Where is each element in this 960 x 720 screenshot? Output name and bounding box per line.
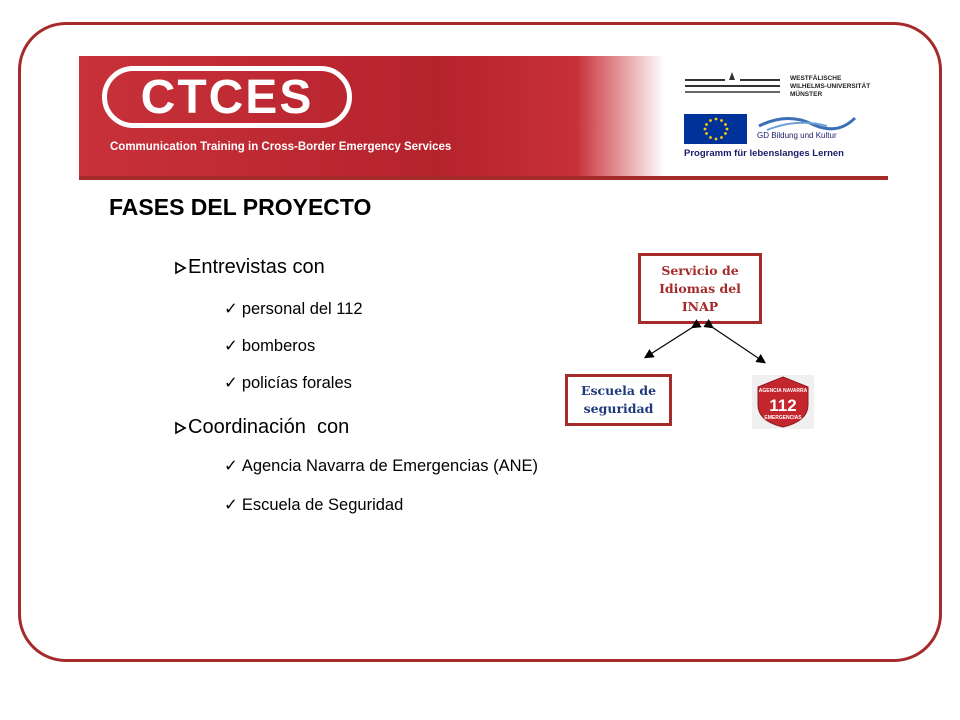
emergency-112-emblem: [752, 375, 814, 429]
list-item-level1: [174, 416, 349, 439]
arrow-bullet-icon: [174, 421, 188, 435]
university-name: [790, 75, 870, 99]
emblem-text-top: AGENCIA NAVARRA: [758, 388, 808, 394]
list-item-label: bomberos: [241, 336, 316, 355]
university-line-2: WILHELMS-UNIVERSITÄT: [790, 83, 871, 90]
checkmark-icon: ✓: [224, 457, 238, 475]
program-label: Programm für lebenslanges Lernen: [684, 148, 844, 159]
list-item-label: Coordinación con: [188, 416, 350, 438]
checkmark-icon: ✓: [224, 300, 238, 318]
university-line-3: MÜNSTER: [790, 91, 823, 98]
banner-underline: [79, 176, 888, 180]
arrow-bullet-icon: [174, 261, 188, 275]
list-item-level2: [224, 299, 363, 319]
eu-flag-icon: [684, 114, 747, 144]
gd-label: GD Bildung und Kultur: [757, 131, 837, 140]
checkmark-icon: ✓: [224, 496, 238, 514]
list-item-label: personal del 112: [241, 299, 363, 318]
university-line-1: WESTFÄLISCHE: [790, 75, 842, 82]
list-item-level1: [174, 256, 325, 279]
checkmark-icon: ✓: [224, 337, 238, 355]
slide-title: FASES DEL PROYECTO: [109, 194, 372, 220]
security-school-box: Escuela de seguridad: [565, 374, 672, 426]
list-item-level2: [224, 456, 538, 476]
ctces-logo: CTCES: [140, 70, 314, 124]
inap-language-service-box: Servicio de Idiomas del INAP: [638, 253, 762, 324]
list-item-label: Agencia Navarra de Emergencias (ANE): [241, 456, 539, 475]
list-item-level2: [224, 373, 352, 393]
list-item-level2: [224, 336, 315, 356]
university-crest-icon: [685, 70, 780, 100]
lifelong-learning-swoosh-icon: [757, 114, 857, 132]
list-item-label: Entrevistas con: [188, 256, 325, 278]
emblem-text-bottom: EMERGENCIAS: [764, 415, 802, 421]
list-item-level2: [224, 495, 403, 515]
checkmark-icon: ✓: [224, 374, 238, 392]
list-item-label: policías forales: [241, 373, 352, 392]
list-item-label: Escuela de Seguridad: [241, 495, 404, 514]
banner-tagline: Communication Training in Cross-Border Emergency Services: [110, 141, 452, 153]
emblem-text-number: 112: [769, 396, 797, 415]
